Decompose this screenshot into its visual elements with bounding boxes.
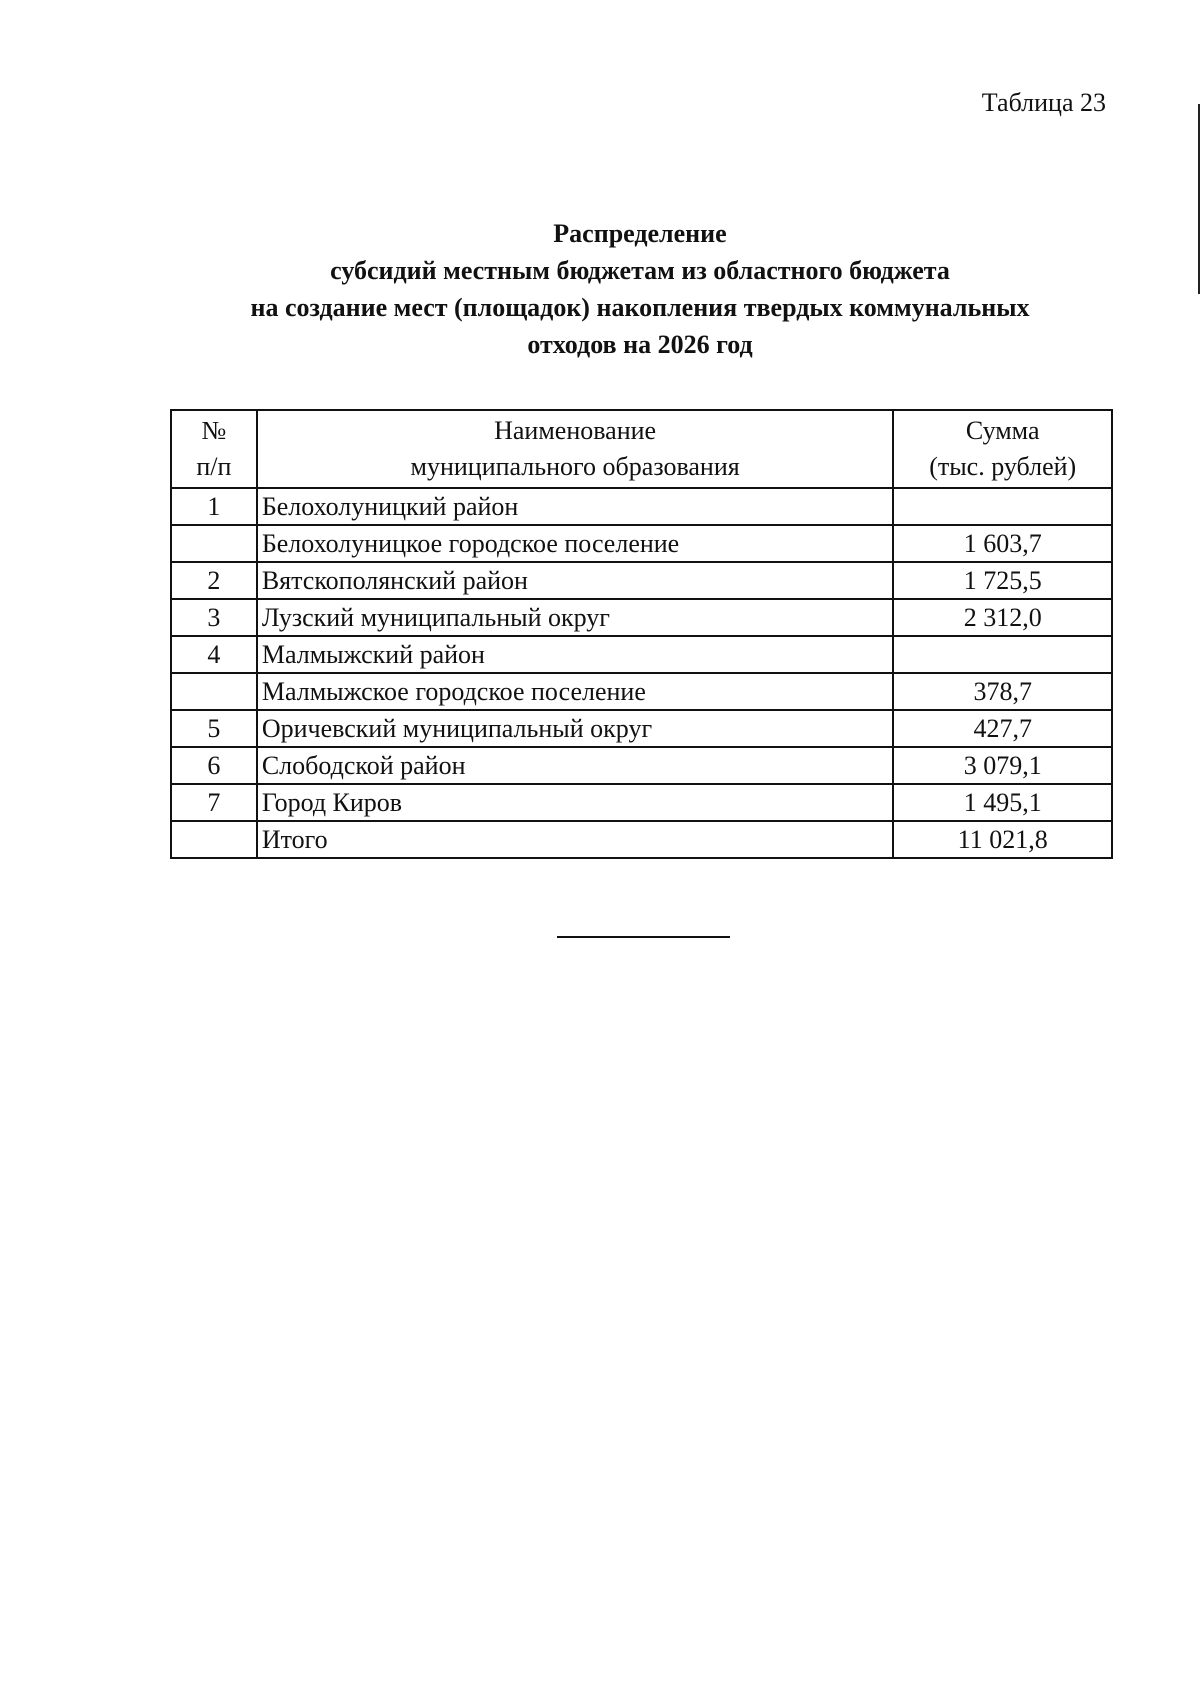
table-number: Таблица 23 <box>981 88 1106 117</box>
amount-cell <box>893 488 1112 525</box>
row-number: 2 <box>171 562 257 599</box>
amount-cell: 1 603,7 <box>893 525 1112 562</box>
table-row <box>171 562 1112 599</box>
table-row <box>171 525 1112 562</box>
municipality-name: Белохолуницкий район <box>257 488 894 525</box>
header-number: № п/п <box>171 410 257 488</box>
amount-cell: 1 495,1 <box>893 784 1112 821</box>
amount-cell: 1 725,5 <box>893 562 1112 599</box>
municipality-name: Лузский муниципальный округ <box>257 599 894 636</box>
amount-cell <box>893 636 1112 673</box>
municipality-name: Белохолуницкое городское поселение <box>257 525 894 562</box>
municipality-name: Город Киров <box>257 784 894 821</box>
header-municipality: Наименование муниципального образования <box>257 410 894 488</box>
table-row <box>171 488 1112 525</box>
municipality-name: Слободской район <box>257 747 894 784</box>
document-title <box>170 215 1110 363</box>
row-number <box>171 821 257 858</box>
municipality-name: Малмыжское городское поселение <box>257 673 894 710</box>
amount-cell: 427,7 <box>893 710 1112 747</box>
header-amount: Сумма (тыс. рублей) <box>893 410 1112 488</box>
row-number: 6 <box>171 747 257 784</box>
municipality-name: Малмыжский район <box>257 636 894 673</box>
total-amount: 11 021,8 <box>893 821 1112 858</box>
row-number: 3 <box>171 599 257 636</box>
amount-cell: 2 312,0 <box>893 599 1112 636</box>
title-line: субсидий местным бюджетам из областного бюджета <box>330 256 950 285</box>
table-row <box>171 784 1112 821</box>
table-row <box>171 747 1112 784</box>
subsidy-distribution-table <box>170 409 1113 859</box>
municipality-name: Вятскополянский район <box>257 562 894 599</box>
row-number: 4 <box>171 636 257 673</box>
title-line: на создание мест (площадок) накопления твердых коммунальных <box>250 293 1030 322</box>
amount-cell: 3 079,1 <box>893 747 1112 784</box>
table-row <box>171 710 1112 747</box>
amount-cell: 378,7 <box>893 673 1112 710</box>
row-number: 5 <box>171 710 257 747</box>
row-number: 1 <box>171 488 257 525</box>
table-header-row <box>171 410 1112 488</box>
table-row <box>171 599 1112 636</box>
title-line: отходов на 2026 год <box>527 330 753 359</box>
total-row <box>171 821 1112 858</box>
row-number <box>171 525 257 562</box>
row-number <box>171 673 257 710</box>
title-line: Распределение <box>553 219 727 248</box>
total-label: Итого <box>257 821 894 858</box>
municipality-name: Оричевский муниципальный округ <box>257 710 894 747</box>
end-of-document-rule <box>557 936 730 938</box>
table-row <box>171 673 1112 710</box>
row-number: 7 <box>171 784 257 821</box>
table-row <box>171 636 1112 673</box>
